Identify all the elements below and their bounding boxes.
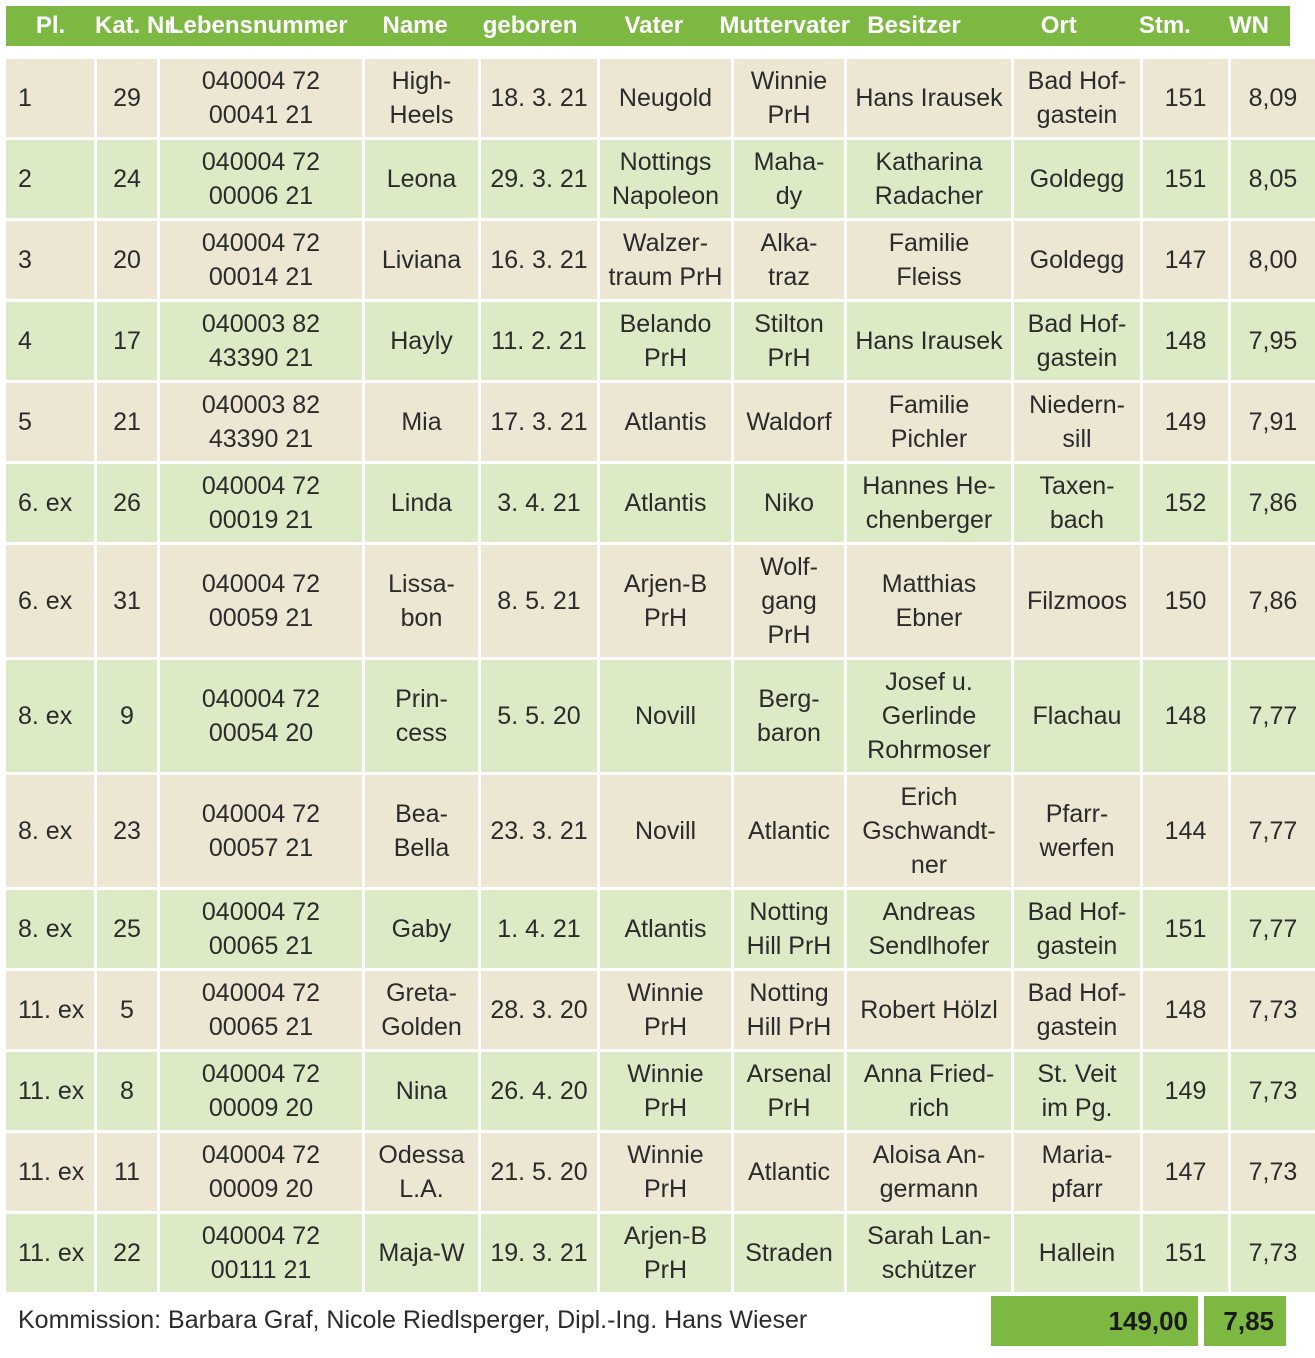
cell-geboren: 26. 4. 20 [481,1052,597,1130]
cell-pl: 6. ex [6,464,94,542]
cell-vater: Arjen-B PrH [600,545,731,657]
cell-stm: 151 [1143,1214,1228,1292]
header-kat-nr: Kat. Nr. [94,12,180,39]
cell-name: Leona [365,140,478,218]
cell-geboren: 23. 3. 21 [481,775,597,887]
cell-besitzer: Aloisa An- germann [847,1133,1011,1211]
cell-muttervater: Atlantic [734,1133,844,1211]
cell-muttervater: Notting Hill PrH [734,971,844,1049]
cell-besitzer: Familie Fleiss [847,221,1011,299]
cell-lebensnummer: 040004 72 00006 21 [160,140,362,218]
cell-pl: 11. ex [6,971,94,1049]
cell-vater: Novill [600,660,731,772]
average-wn: 7,85 [1204,1296,1286,1346]
results-table [6,59,1298,1292]
cell-stm: 150 [1143,545,1228,657]
cell-muttervater: Notting Hill PrH [734,890,844,968]
cell-ort: Maria- pfarr [1014,1133,1140,1211]
cell-pl: 1 [6,59,94,137]
cell-wn: 8,05 [1231,140,1315,218]
cell-wn: 7,86 [1231,545,1315,657]
cell-wn: 8,00 [1231,221,1315,299]
cell-stm: 152 [1143,464,1228,542]
cell-muttervater: Wolf- gang PrH [734,545,844,657]
cell-ort: Pfarr- werfen [1014,775,1140,887]
header-ort: Ort [1040,12,1077,39]
cell-name: High- Heels [365,59,478,137]
cell-lebensnummer: 040004 72 00019 21 [160,464,362,542]
cell-vater: Walzer- traum PrH [600,221,731,299]
cell-kat-nr: 23 [97,775,157,887]
cell-name: Lissa- bon [365,545,478,657]
cell-muttervater: Niko [734,464,844,542]
cell-lebensnummer: 040004 72 00059 21 [160,545,362,657]
cell-kat-nr: 29 [97,59,157,137]
cell-pl: 11. ex [6,1133,94,1211]
cell-lebensnummer: 040004 72 00065 21 [160,971,362,1049]
cell-kat-nr: 17 [97,302,157,380]
cell-besitzer: Katharina Radacher [847,140,1011,218]
cell-pl: 8. ex [6,660,94,772]
cell-wn: 7,86 [1231,464,1315,542]
cell-name: Greta- Golden [365,971,478,1049]
commission-text: Kommission: Barbara Graf, Nicole Riedlsperger, Dipl.-Ing. Hans Wieser [18,1306,808,1334]
cell-wn: 7,95 [1231,302,1315,380]
cell-name: Hayly [365,302,478,380]
cell-wn: 7,73 [1231,1133,1315,1211]
cell-lebensnummer: 040004 72 00111 21 [160,1214,362,1292]
cell-pl: 3 [6,221,94,299]
cell-name: Mia [365,383,478,461]
cell-kat-nr: 11 [97,1133,157,1211]
cell-ort: Bad Hof- gastein [1014,890,1140,968]
cell-lebensnummer: 040004 72 00057 21 [160,775,362,887]
cell-wn: 7,91 [1231,383,1315,461]
cell-name: Gaby [365,890,478,968]
cell-wn: 8,09 [1231,59,1315,137]
cell-vater: Atlantis [600,464,731,542]
cell-besitzer: Hans Irausek [847,302,1011,380]
cell-pl: 5 [6,383,94,461]
cell-kat-nr: 5 [97,971,157,1049]
cell-stm: 151 [1143,59,1228,137]
cell-vater: Nottings Napoleon [600,140,731,218]
cell-stm: 151 [1143,140,1228,218]
cell-name: Bea- Bella [365,775,478,887]
cell-besitzer: Matthias Ebner [847,545,1011,657]
cell-ort: St. Veit im Pg. [1014,1052,1140,1130]
cell-vater: Neugold [600,59,731,137]
cell-lebensnummer: 040003 82 43390 21 [160,302,362,380]
cell-stm: 151 [1143,890,1228,968]
cell-stm: 148 [1143,660,1228,772]
cell-ort: Bad Hof- gastein [1014,59,1140,137]
cell-kat-nr: 31 [97,545,157,657]
cell-pl: 11. ex [6,1214,94,1292]
cell-stm: 147 [1143,1133,1228,1211]
table-header [6,6,1290,46]
cell-vater: Belando PrH [600,302,731,380]
cell-muttervater: Stilton PrH [734,302,844,380]
cell-vater: Arjen-B PrH [600,1214,731,1292]
cell-pl: 6. ex [6,545,94,657]
cell-besitzer: Hannes He- chenberger [847,464,1011,542]
cell-vater: Atlantis [600,890,731,968]
cell-ort: Taxen- bach [1014,464,1140,542]
header-stm: Stm. [1138,12,1191,39]
cell-stm: 149 [1143,1052,1228,1130]
cell-wn: 7,73 [1231,971,1315,1049]
cell-kat-nr: 9 [97,660,157,772]
cell-lebensnummer: 040004 72 00014 21 [160,221,362,299]
cell-name: Odessa L.A. [365,1133,478,1211]
cell-geboren: 5. 5. 20 [481,660,597,772]
cell-besitzer: Familie Pichler [847,383,1011,461]
cell-geboren: 18. 3. 21 [481,59,597,137]
cell-wn: 7,73 [1231,1052,1315,1130]
cell-pl: 11. ex [6,1052,94,1130]
cell-ort: Filzmoos [1014,545,1140,657]
cell-ort: Hallein [1014,1214,1140,1292]
cell-name: Prin- cess [365,660,478,772]
cell-lebensnummer: 040004 72 00065 21 [160,890,362,968]
cell-kat-nr: 8 [97,1052,157,1130]
cell-pl: 8. ex [6,775,94,887]
header-wn: WN [1228,12,1269,39]
cell-geboren: 21. 5. 20 [481,1133,597,1211]
cell-kat-nr: 24 [97,140,157,218]
cell-besitzer: Andreas Sendlhofer [847,890,1011,968]
cell-kat-nr: 26 [97,464,157,542]
cell-geboren: 3. 4. 21 [481,464,597,542]
cell-muttervater: Berg- baron [734,660,844,772]
cell-muttervater: Atlantic [734,775,844,887]
cell-stm: 147 [1143,221,1228,299]
cell-kat-nr: 22 [97,1214,157,1292]
cell-muttervater: Arsenal PrH [734,1052,844,1130]
cell-lebensnummer: 040004 72 00009 20 [160,1052,362,1130]
cell-vater: Novill [600,775,731,887]
cell-name: Maja-W [365,1214,478,1292]
cell-besitzer: Josef u. Gerlinde Rohrmoser [847,660,1011,772]
cell-name: Liviana [365,221,478,299]
cell-vater: Winnie PrH [600,1052,731,1130]
cell-lebensnummer: 040004 72 00009 20 [160,1133,362,1211]
cell-kat-nr: 25 [97,890,157,968]
cell-stm: 149 [1143,383,1228,461]
cell-wn: 7,77 [1231,890,1315,968]
cell-ort: Niedern- sill [1014,383,1140,461]
cell-geboren: 16. 3. 21 [481,221,597,299]
cell-stm: 148 [1143,302,1228,380]
header-geboren: geboren [482,12,578,39]
header-besitzer: Besitzer [867,12,961,39]
average-stm: 149,00 [991,1296,1198,1346]
cell-stm: 148 [1143,971,1228,1049]
cell-geboren: 28. 3. 20 [481,971,597,1049]
cell-vater: Winnie PrH [600,1133,731,1211]
cell-muttervater: Alka- traz [734,221,844,299]
cell-name: Nina [365,1052,478,1130]
cell-besitzer: Hans Irausek [847,59,1011,137]
cell-besitzer: Robert Hölzl [847,971,1011,1049]
cell-pl: 2 [6,140,94,218]
cell-lebensnummer: 040004 72 00041 21 [160,59,362,137]
cell-ort: Bad Hof- gastein [1014,302,1140,380]
cell-ort: Bad Hof- gastein [1014,971,1140,1049]
cell-wn: 7,77 [1231,660,1315,772]
cell-geboren: 11. 2. 21 [481,302,597,380]
cell-geboren: 8. 5. 21 [481,545,597,657]
cell-lebensnummer: 040004 72 00054 20 [160,660,362,772]
cell-pl: 8. ex [6,890,94,968]
cell-pl: 4 [6,302,94,380]
cell-besitzer: Erich Gschwandt- ner [847,775,1011,887]
cell-kat-nr: 21 [97,383,157,461]
cell-vater: Winnie PrH [600,971,731,1049]
header-lebensnummer: Lebensnummer [168,12,348,39]
cell-wn: 7,77 [1231,775,1315,887]
header-name: Name [382,12,448,39]
cell-geboren: 29. 3. 21 [481,140,597,218]
cell-kat-nr: 20 [97,221,157,299]
cell-muttervater: Winnie PrH [734,59,844,137]
cell-name: Linda [365,464,478,542]
cell-muttervater: Maha- dy [734,140,844,218]
header-vater: Vater [624,12,684,39]
cell-wn: 7,73 [1231,1214,1315,1292]
header-muttervater: Muttervater [719,12,851,39]
cell-besitzer: Anna Fried- rich [847,1052,1011,1130]
cell-lebensnummer: 040003 82 43390 21 [160,383,362,461]
cell-geboren: 17. 3. 21 [481,383,597,461]
cell-ort: Goldegg [1014,140,1140,218]
header-pl: Pl. [35,12,66,39]
cell-ort: Goldegg [1014,221,1140,299]
cell-geboren: 19. 3. 21 [481,1214,597,1292]
cell-vater: Atlantis [600,383,731,461]
cell-ort: Flachau [1014,660,1140,772]
cell-muttervater: Waldorf [734,383,844,461]
cell-geboren: 1. 4. 21 [481,890,597,968]
cell-besitzer: Sarah Lan- schützer [847,1214,1011,1292]
cell-muttervater: Straden [734,1214,844,1292]
cell-stm: 144 [1143,775,1228,887]
